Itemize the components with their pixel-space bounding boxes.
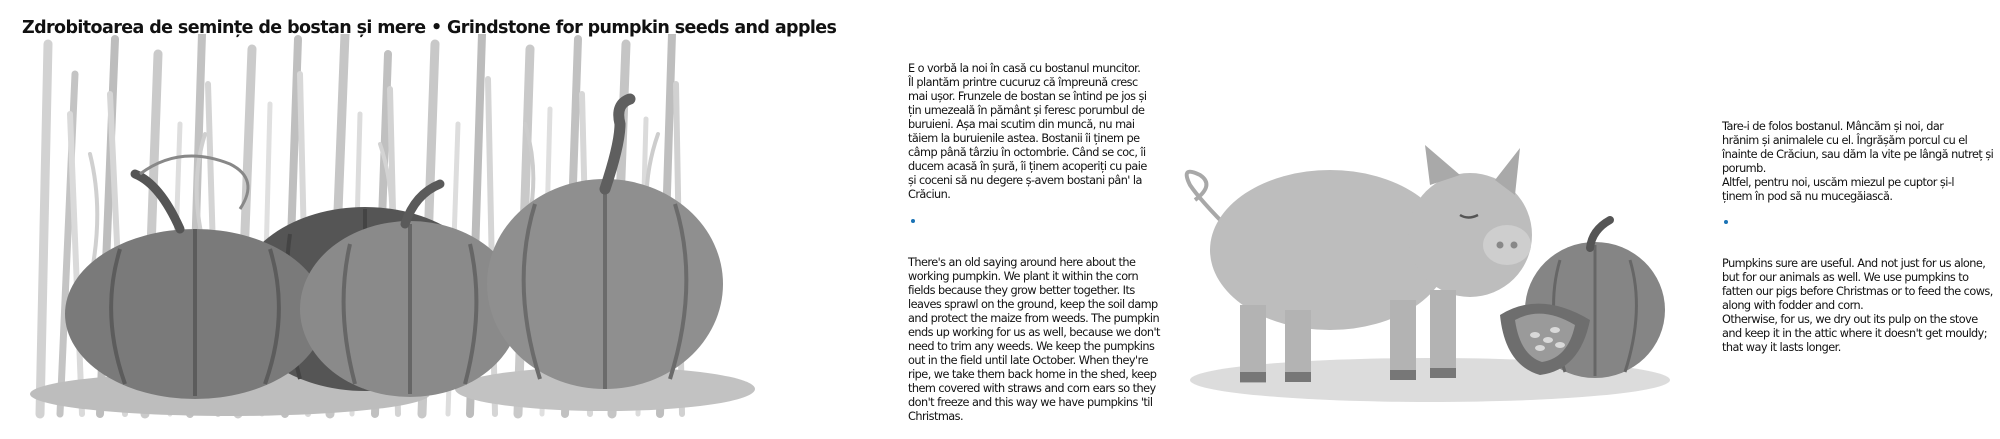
left-text-column bbox=[908, 48, 1208, 216]
left-en-column bbox=[908, 242, 1208, 438]
pumpkin-right bbox=[487, 99, 723, 389]
right-en-paragraph: Pumpkins sure are useful. And not just for us alone, but for our animals as well. We use pumpkins to fatten our pigs before Christmas or to feed the cows, along with fodder and corn. Otherwise, for us, we dry out its pulp on the stove and keep it in the attic where it doesn't get mouldy; that way it lasts longer. bbox=[1722, 257, 1993, 354]
right-separator-dot bbox=[1724, 220, 1728, 224]
pig bbox=[1210, 145, 1532, 383]
left-ro-paragraph: E o vorbă la noi în casă cu bostanul muncitor. Îl plantăm printre cucuruz că împreună cresc mai ușor. Frunzele de bostan se întind pe jos și țin umezeală în pământ și feresc porumbul de buruieni. Așa mai scutim din muncă, nu mai tăiem la buruienile astea. Bostanii îi ținem pe câmp până târziu în octombrie. Când se coc, îi ducem acasă în șură, îi ținem acoperiți cu paie și coceni să nu degere ș-avem bostani pân' la Crăciun. bbox=[908, 62, 1147, 201]
left-en-paragraph: There's an old saying around here about the working pumpkin. We plant it within the corn fields because they grow better together. Its leaves sprawl on the ground, keep the soil damp and protect the maize from weeds. The pumpkin ends up working for us as well, because we don't need to trim any weeds. We keep the pumpkins out in the field until late October. When they're ripe, we take them back home in the shed, keep them covered with straws and corn ears so they don't freeze and this way we have pumpkins 'til Christmas. bbox=[908, 256, 1160, 423]
right-ro-paragraph: Tare-i de folos bostanul. Mâncăm și noi, dar hrănim și animalele cu el. Îngrășăm porcul cu el înainte de Crăciun, sau dăm la vite pe lângă nutreț și porumb. Altfel, pentru noi, uscăm miezul pe cuptor și-l ținem în pod să nu mucegăiască. bbox=[1722, 120, 1994, 203]
page-title: Zdrobitoarea de semințe de bostan și mere • Grindstone for pumpkin seeds and apples bbox=[22, 18, 837, 38]
right-en-column bbox=[1722, 243, 2000, 369]
pig-pumpkin-illustration bbox=[1180, 140, 1720, 405]
pumpkins-corn-illustration bbox=[30, 34, 890, 419]
right-text-column bbox=[1722, 106, 2000, 218]
left-separator-dot bbox=[911, 219, 915, 223]
